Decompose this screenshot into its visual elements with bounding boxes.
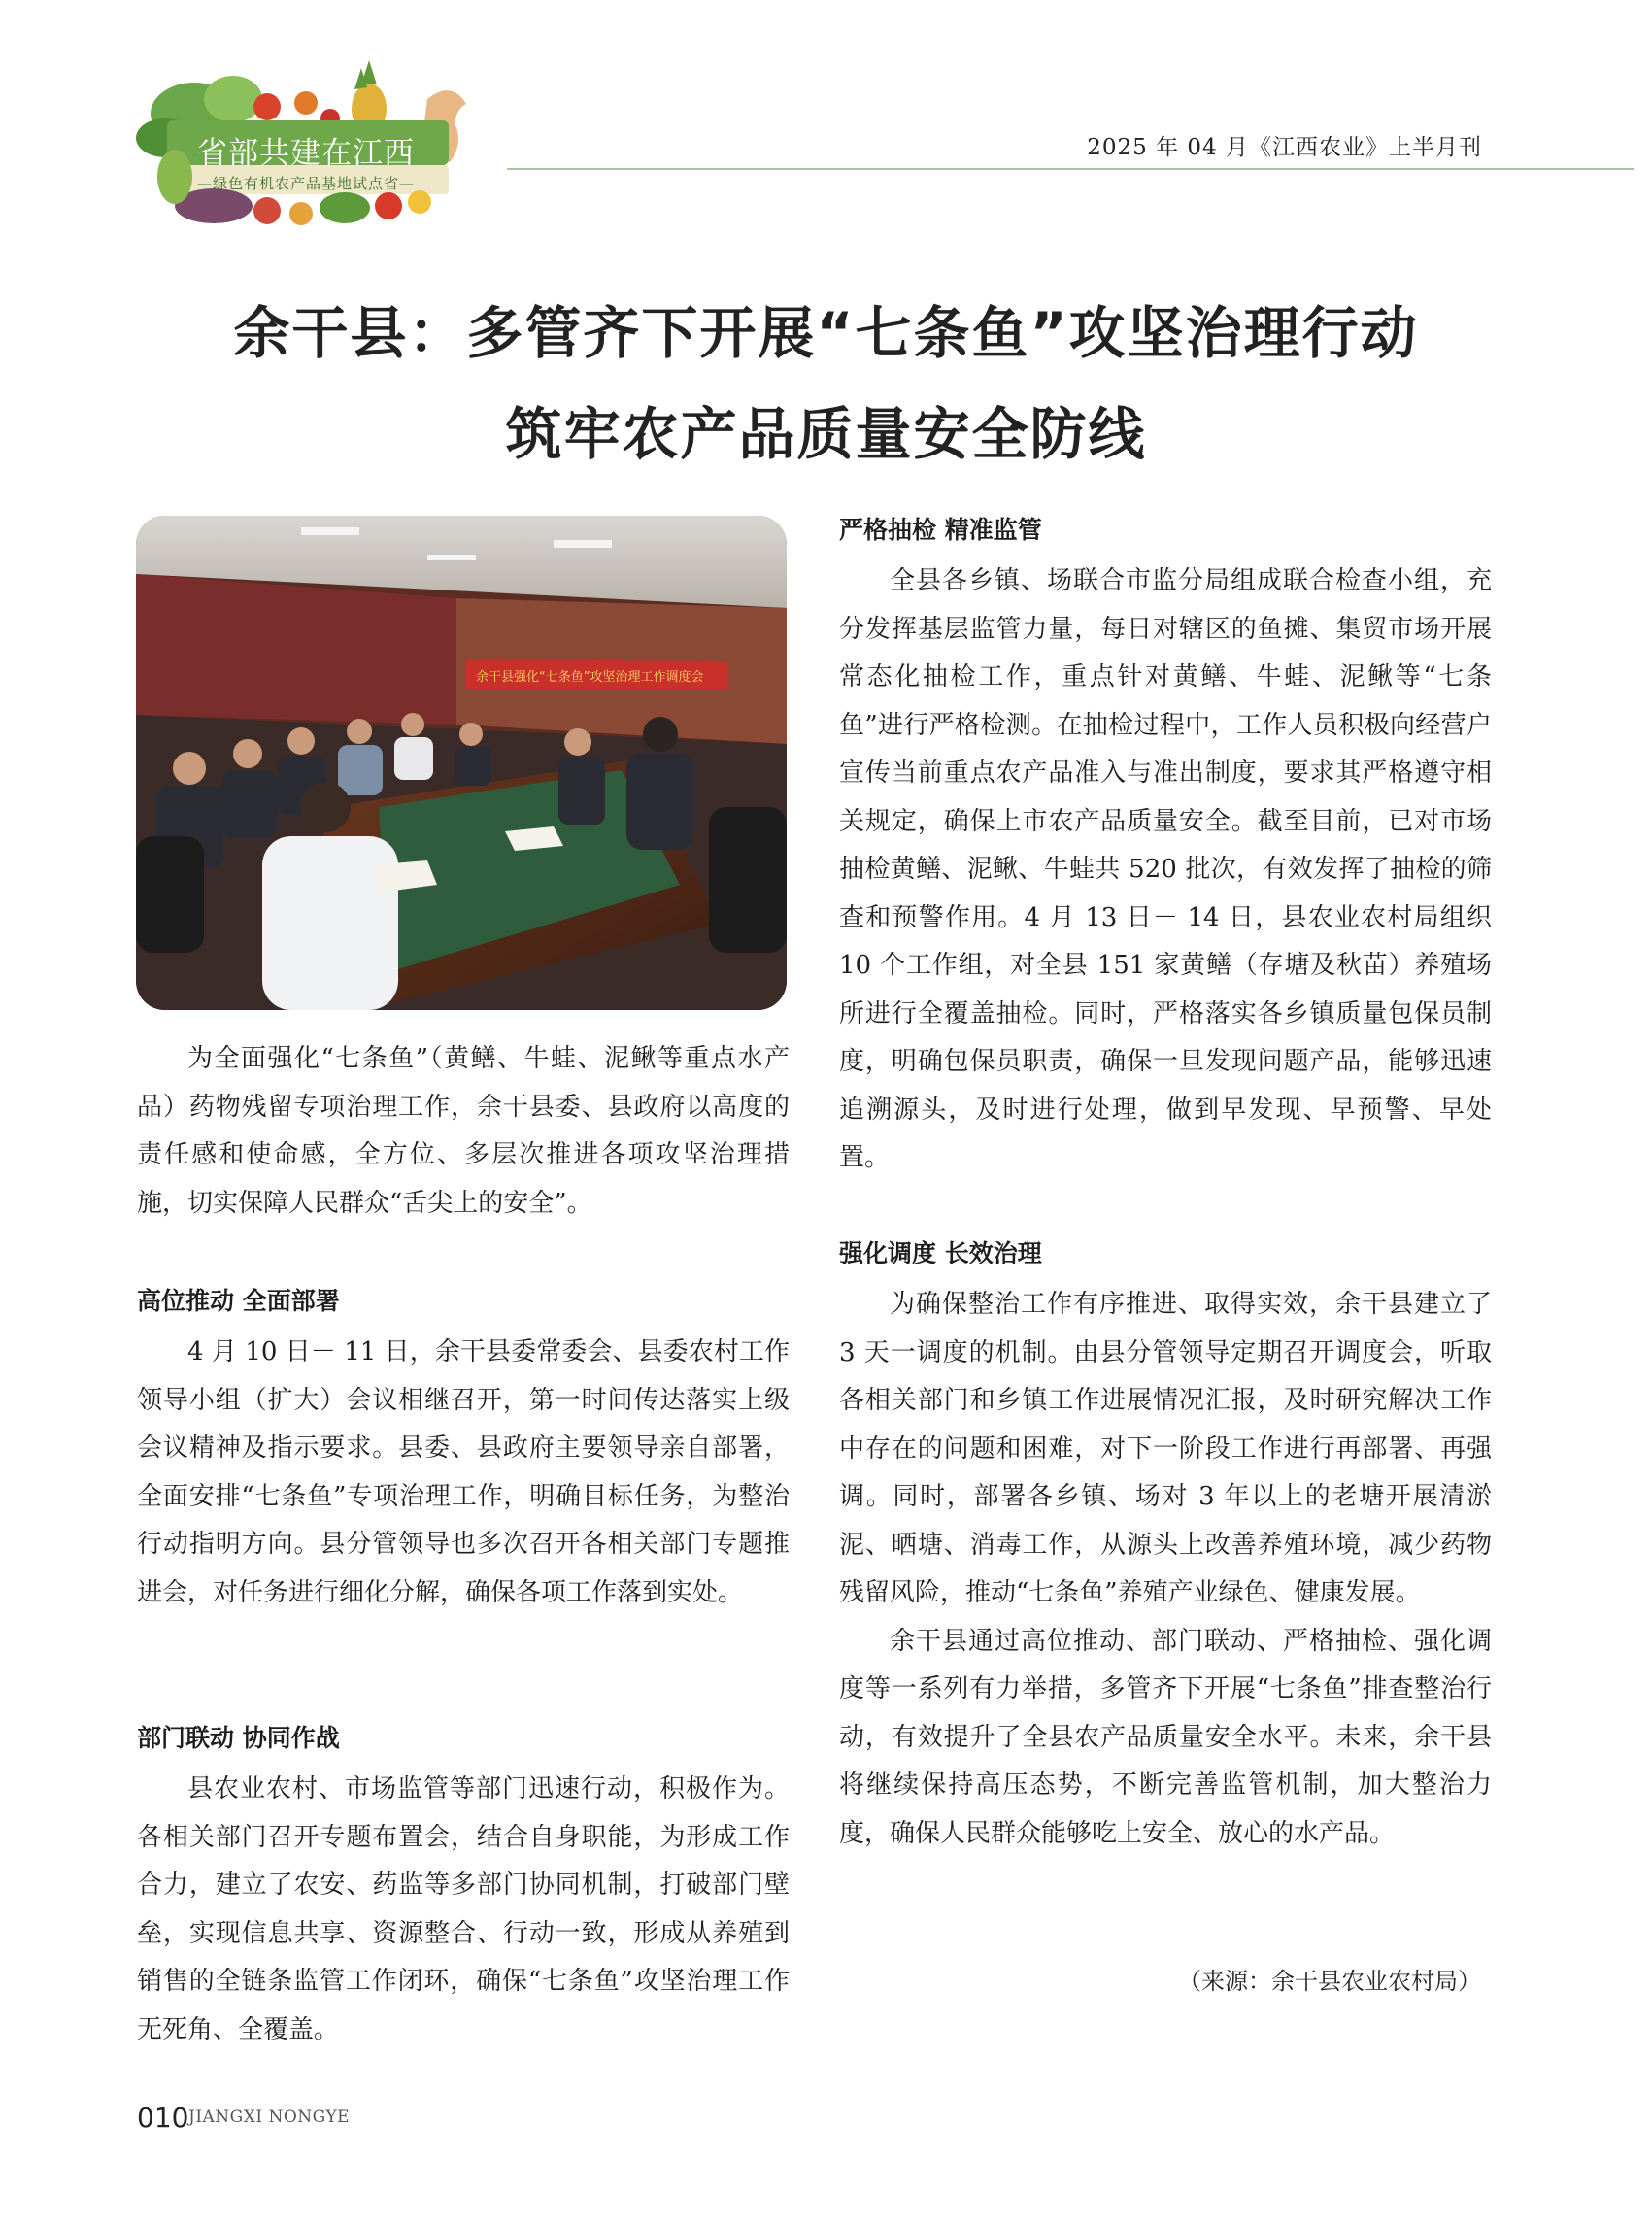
section-body-1: 4 月 10 日－ 11 日，余干县委常委会、县委农村工作领导小组（扩大）会议相继召开，第一时间传达落实上级会议精神及指示要求。县委、县政府主要领导亲自部署，全面安排“七条鱼”专项治理工作，明确目标任务，为整治行动指明方向。县分管领导也多次召开各相关部门专题推进会，对任务进行细化分解，确保各项工作落到实处。 — [137, 1337, 790, 1607]
photo-banner-text: 余干县强化“七条鱼”攻坚治理工作调度会 — [476, 670, 704, 685]
section-body-3: 全县各乡镇、场联合市监分局组成联合检查小组，充分发挥基层监管力量，每日对辖区的鱼摊、集贸市场开展常态化抽检工作，重点针对黄鳝、牛蛙、泥鳅等“七条鱼”进行严格检测。在抽检过程中，工作人员积极向经营户宣传当前重点农产品准入与准出制度，要求其严格遵守相关规定，确保上市农产品质量安全。截至目前，已对市场抽检黄鳝、泥鳅、牛蛙共 520 批次，有效发挥了抽检的筛查和预警作用。4 月 13 日－ 14 日，县农业农村局组织 10 个工作组，对全县 151 家黄鳝（存塘及秋苗）养殖场所进行全覆盖抽检。同时，严格落实各乡镇质量包保员制度，明确包保员职责，确保一旦发现问题产品，能够迅速追溯源头，及时进行处理，做到早发现、早预警、早处置。 — [839, 566, 1492, 1172]
section-2 — [137, 1719, 790, 2054]
section-3 — [839, 511, 1492, 1183]
section-heading-1: 高位推动 全面部署 — [137, 1287, 340, 1315]
meeting-photo — [136, 516, 787, 1010]
header-rule — [507, 168, 1634, 170]
section-4 — [839, 1234, 1492, 1858]
issue-info: 2025 年 04 月《江西农业》上半月刊 — [1087, 135, 1482, 160]
section-1 — [137, 1282, 790, 1617]
article-title-line2: 筑牢农产品质量安全防线 — [505, 401, 1147, 467]
section-heading-4: 强化调度 长效治理 — [839, 1239, 1042, 1267]
article-source: （来源：余干县农业农村局） — [1178, 1968, 1481, 1995]
logo-subtitle: —绿色有机农产品基地试点省— — [196, 175, 415, 192]
left-column — [137, 1035, 790, 1228]
section-heading-2: 部门联动 协同作战 — [137, 1724, 340, 1752]
section-body-4a: 为确保整治工作有序推进、取得实效，余干县建立了 3 天一调度的机制。由县分管领导定期召开调度会，听取各相关部门和乡镇工作进展情况汇报，及时研究解决工作中存在的问题和困难，对下一阶段工作进行再部署、再强调。同时，部署各乡镇、场对 3 年以上的老塘开展清淤泥、晒塘、消毒工作，从源头上改善养殖环境，减少药物残留风险，推动“七条鱼”养殖产业绿色、健康发展。 — [839, 1290, 1492, 1607]
section-body-2: 县农业农村、市场监管等部门迅速行动，积极作为。各相关部门召开专题布置会，结合自身职能，为形成工作合力，建立了农安、药监等多部门协同机制，打破部门壁垒，实现信息共享、资源整合、行动一致，形成从养殖到销售的全链条监管工作闭环，确保“七条鱼”攻坚治理工作无死角、全覆盖。 — [137, 1774, 790, 2044]
journal-name-en: JIANGXI NONGYE — [188, 2107, 351, 2127]
section-body-4b: 余干县通过高位推动、部门联动、严格抽检、强化调度等一系列有力举措，多管齐下开展“七条鱼”排查整治行动，有效提升了全县农产品质量安全水平。未来，余干县将继续保持高压态势，不断完善监管机制，加大整治力度，确保人民群众能够吃上安全、放心的水产品。 — [839, 1626, 1492, 1848]
section-heading-3: 严格抽检 精准监管 — [839, 516, 1042, 544]
article-title-line1: 余干县：多管齐下开展“七条鱼”攻坚治理行动 — [233, 300, 1419, 366]
page-number: 010 — [137, 2102, 189, 2134]
logo-title: 省部共建在江西 — [197, 136, 415, 171]
intro-paragraph: 为全面强化“七条鱼”（黄鳝、牛蛙、泥鳅等重点水产品）药物残留专项治理工作，余干县委、县政府以高度的责任感和使命感，全方位、多层次推进各项攻坚治理措施，切实保障人民群众“舌尖上的安全”。 — [137, 1044, 790, 1218]
